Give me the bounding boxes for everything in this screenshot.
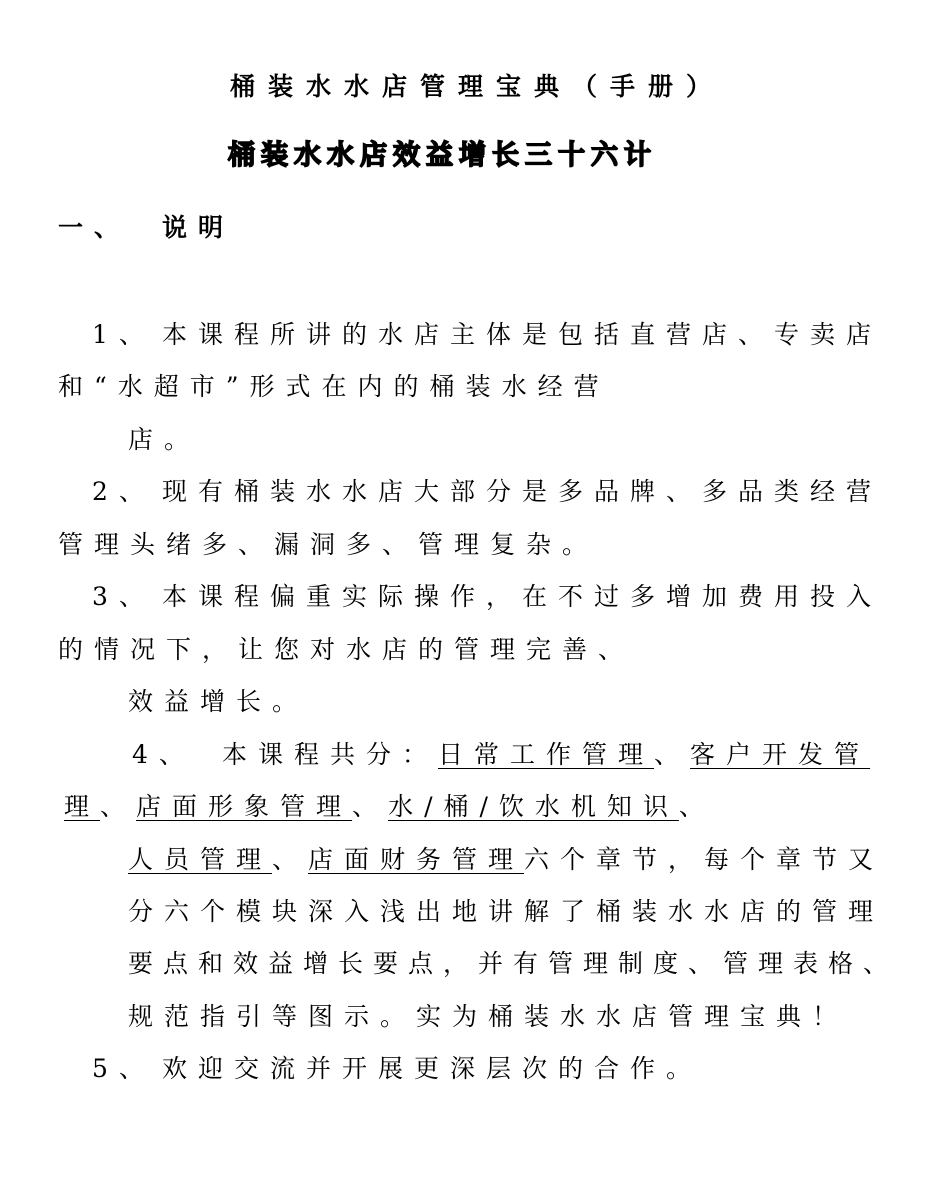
item-5-number: 5、 [92, 1054, 155, 1083]
chapter-personnel: 人员管理 [128, 845, 273, 874]
item-3-line-1: 本课程偏重实际操作，在不过多增加费用投入 [162, 582, 883, 611]
section-title: 说明 [162, 213, 235, 242]
item-4-line-2 [58, 792, 715, 822]
chapter-daily-work: 日常工作管理 [438, 740, 655, 769]
separator: 、 [654, 740, 691, 769]
section-number: 一、 [58, 213, 131, 242]
chapter-customer-dev-part-1: 客户开发管 [690, 740, 871, 769]
item-4-line-5: 要点和效益增长要点，并有管理制度、管理表格、 [128, 949, 899, 978]
document-title: 桶装水水店管理宝典（手册） [230, 72, 725, 101]
item-4-line-6: 规范指引等图示。实为桶装水水店管理宝典！ [128, 1002, 849, 1031]
chapter-store-image: 店面形象管理 [136, 792, 353, 821]
item-2-line-2: 管理头绪多、漏洞多、管理复杂。 [58, 530, 599, 559]
item-3-line-3: 效益增长。 [128, 687, 309, 716]
item-5-line-1: 欢迎交流并开展更深层次的合作。 [162, 1054, 703, 1083]
separator: 、 [272, 845, 309, 874]
item-1-number: 1、 [92, 320, 155, 349]
item-3-line-2: 的情况下，让您对水店的管理完善、 [58, 635, 635, 664]
item-3-number: 3、 [92, 582, 155, 611]
document-subtitle: 桶装水水店效益增长三十六计 [228, 140, 657, 171]
item-4-tail: 六个章节，每个章节又 [524, 845, 885, 874]
separator: 、 [100, 792, 137, 821]
item-1-line-3: 店。 [128, 425, 201, 454]
chapter-water-knowledge: 水/桶/饮水机知识 [388, 792, 679, 821]
item-4-line-4: 分六个模块深入浅出地讲解了桶装水水店的管理 [128, 897, 885, 926]
item-2-number: 2、 [92, 477, 155, 506]
item-4-line-1 [222, 740, 870, 770]
item-1-line-1: 本课程所讲的水店主体是包括直营店、专卖店 [162, 320, 883, 349]
item-4-number: 4、 [132, 740, 195, 769]
chapter-customer-dev-part-2: 理 [64, 792, 101, 821]
item-4-line-3 [128, 845, 884, 875]
separator: 、 [678, 792, 715, 821]
item-4-intro: 本课程共分： [222, 740, 439, 769]
chapter-finance: 店面财务管理 [308, 845, 525, 874]
item-1-line-2: 和“水超市”形式在内的桶装水经营 [58, 372, 610, 401]
separator: 、 [352, 792, 389, 821]
item-2-line-1: 现有桶装水水店大部分是多品牌、多品类经营 [162, 477, 883, 506]
